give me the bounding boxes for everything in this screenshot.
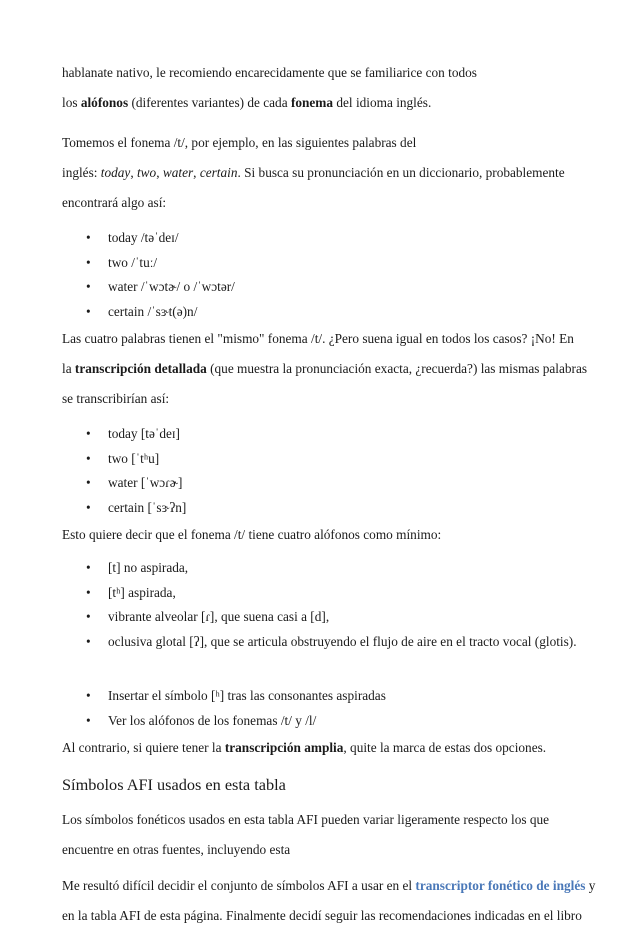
text-line: Esto quiere decir que el fonema /t/ tiene cuatro alófonos como mínimo: [62, 527, 442, 542]
bullet-icon: • [86, 303, 91, 319]
list-item [86, 226, 582, 251]
bullet-icon: • [86, 499, 91, 515]
italic-word: two [136, 165, 157, 180]
list-item [86, 709, 582, 734]
text-line: hablanate nativo, le recomiendo encarecidamente que se familiarice con todos [62, 65, 477, 80]
bullet-icon: • [86, 450, 91, 466]
list-allophones [62, 556, 582, 654]
list-item-text: [t] no aspirada, [108, 560, 189, 575]
bullet-icon: • [86, 475, 91, 490]
document-page [62, 0, 596, 931]
italic-word: today [100, 165, 131, 180]
paragraph-narrow-transcription [62, 324, 588, 414]
transcriptor-link[interactable]: transcriptor fonético de inglés [415, 878, 586, 893]
list-options [62, 684, 582, 733]
list-item [86, 422, 582, 447]
list-item-text: Ver los alófonos de los fonemas /t/ y /l/ [108, 712, 317, 728]
list-item-text: certain /ˈsɝt(ə)n/ [108, 303, 198, 319]
list-item-text: certain [ˈsɝʔn] [108, 499, 187, 515]
list-item [86, 630, 582, 655]
text-run: Me resultó difícil decidir el conjunto de símbolos AFI a usar en el [62, 878, 416, 893]
list-item-text: water /ˈwɔtɚ/ o /ˈwɔtər/ [108, 279, 235, 294]
list-dictionary-transcriptions [62, 226, 582, 324]
text-line: Las cuatro palabras tienen el "mismo" fonema /t/. ¿Pero suena igual en todos los casos? ¡No! En [62, 331, 574, 346]
bullet-icon: • [86, 426, 91, 441]
text-line: en la tabla AFI de esta página. Finalmente decidí seguir las recomendaciones indicadas en el libro [62, 908, 582, 923]
text-line [62, 733, 582, 763]
text-line [62, 354, 588, 384]
list-item [86, 251, 582, 276]
bullet-icon: • [86, 609, 91, 624]
bullet-icon: • [86, 688, 91, 703]
text-run: la [62, 361, 75, 376]
list-item [86, 471, 582, 496]
text-run: , [156, 165, 163, 180]
list-item-text: two [ˈtʰu] [108, 450, 160, 466]
section-heading: Símbolos AFI usados en esta tabla [62, 775, 286, 794]
bullet-icon: • [86, 633, 91, 649]
bold-term-transcripcion-detallada: transcripción detallada [74, 361, 207, 376]
text-line: Tomemos el fonema /t/, por ejemplo, en las siguientes palabras del [62, 135, 417, 150]
list-item [86, 496, 582, 521]
text-line: Los símbolos fonéticos usados en esta tabla AFI pueden variar ligeramente respecto los que [62, 812, 550, 827]
paragraph-symbols-note [62, 805, 582, 865]
list-item-text: [tʰ] aspirada, [108, 584, 176, 600]
text-line [62, 871, 596, 901]
list-item-text: vibrante alveolar [ɾ], que suena casi a [d], [108, 609, 330, 624]
text-line: encontrará algo así: [62, 195, 167, 210]
bold-term-alofonos: alófonos [80, 95, 129, 110]
list-item [86, 684, 582, 709]
text-line: se transcribirían así: [62, 391, 170, 406]
italic-word: water [162, 165, 194, 180]
list-item [86, 275, 582, 300]
list-item-text: Insertar el símbolo [ʰ] tras las consonantes aspiradas [108, 688, 386, 703]
text-run: , [130, 165, 137, 180]
list-narrow-transcriptions [62, 422, 582, 520]
text-line [62, 158, 582, 188]
list-item [86, 556, 582, 581]
text-run: , [193, 165, 200, 180]
list-item [86, 581, 582, 606]
list-item [86, 447, 582, 472]
text-run: Al contrario, si quiere tener la [62, 740, 225, 755]
italic-word: certain [199, 165, 238, 180]
bullet-icon: • [86, 584, 91, 600]
paragraph-allophones-intro [62, 520, 582, 550]
list-item [86, 605, 582, 630]
text-run: los [62, 95, 81, 110]
text-run: . Si busca su pronunciación en un diccionario, probablemente [237, 165, 565, 180]
list-item-text: two /ˈtuː/ [108, 254, 158, 270]
bold-term-transcripcion-amplia: transcripción amplia [224, 740, 344, 755]
text-run: (que muestra la pronunciación exacta, ¿recuerda?) las mismas palabras [206, 361, 588, 376]
text-run: del idioma inglés. [333, 95, 432, 110]
bold-term-fonema: fonema [290, 95, 334, 110]
text-run: inglés: [62, 165, 101, 180]
paragraph-broad-transcription [62, 733, 582, 763]
bullet-icon: • [86, 254, 91, 270]
list-item-text: today /təˈdeɪ/ [108, 230, 179, 245]
paragraph-decision [62, 871, 596, 931]
list-item [86, 300, 582, 325]
text-run: , quite la marca de estas dos opciones. [343, 740, 547, 755]
paragraph-example [62, 128, 582, 218]
text-line: encuentre en otras fuentes, incluyendo esta [62, 842, 291, 857]
list-item-text: water [ˈwɔɾɚ] [108, 475, 183, 490]
paragraph-intro [62, 58, 582, 118]
bullet-icon: • [86, 560, 91, 575]
text-run: (diferentes variantes) de cada [128, 95, 291, 110]
text-run: y [585, 878, 596, 893]
bullet-icon: • [86, 230, 91, 245]
bullet-icon: • [86, 712, 91, 728]
list-item-text: today [təˈdeɪ] [108, 426, 180, 441]
bullet-icon: • [86, 279, 91, 294]
list-item-text: oclusiva glotal [ʔ], que se articula obstruyendo el flujo de aire en el tracto vocal (glotis). [108, 633, 577, 649]
text-line [62, 88, 582, 118]
